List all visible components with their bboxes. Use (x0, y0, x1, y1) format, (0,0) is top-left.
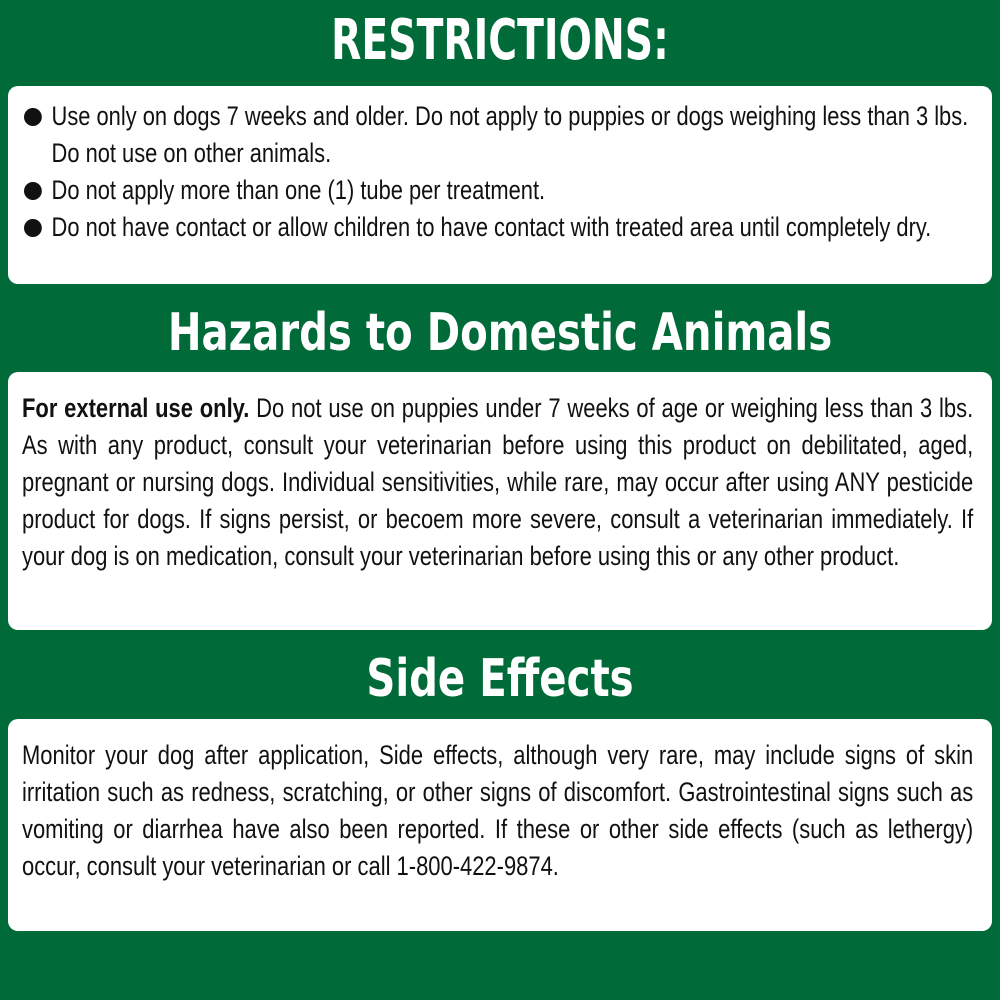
restriction-item-text: Do not apply more than one (1) tube per treatment. (51, 175, 546, 205)
restriction-item (24, 209, 991, 246)
bullet-icon (24, 219, 42, 237)
bullet-icon (24, 108, 42, 126)
side-effects-panel (8, 719, 992, 931)
bullet-icon (24, 182, 42, 200)
restrictions-panel (8, 86, 992, 284)
restriction-item (24, 172, 991, 209)
hazards-heading: Hazards to Domestic Animals (167, 303, 833, 363)
restriction-item-text: Use only on dogs 7 weeks and older. Do not apply to puppies or dogs weighing less than 3 lbs. Do not use on other animals. (51, 101, 969, 168)
hazards-panel (8, 372, 992, 630)
side-effects-heading: Side Effects (366, 649, 634, 709)
hazards-body: Do not use on puppies under 7 weeks of age or weighing less than 3 lbs. As with any product, consult your veterinarian before using this product on debilitated, aged, pregnant or nursing dogs. Individual sensitivities, while rare, may occur after using ANY pesticide product for dogs. If signs persist, or becoem more severe, consult a veterinarian immediately. If your dog is on medication, consult your veterinarian before using this or any other product. (22, 393, 974, 571)
side-effects-paragraph: Monitor your dog after application, Side effects, although very rare, may include signs of skin irritation such as redness, scratching, or other signs of discomfort. Gastrointestinal signs such as vomiting or diarrhea have also been reported. If these or other side effects (such as lethergy) occur, consult your veterinarian or call 1-800-422-9874. (22, 740, 974, 881)
hazards-lead: For external use only. (22, 393, 250, 423)
hazards-paragraph (22, 390, 973, 575)
restrictions-heading: RESTRICTIONS: (331, 8, 669, 73)
restriction-item (24, 98, 991, 172)
restriction-item-text: Do not have contact or allow children to have contact with treated area until completely dry. (51, 212, 932, 242)
restrictions-list (24, 98, 978, 283)
